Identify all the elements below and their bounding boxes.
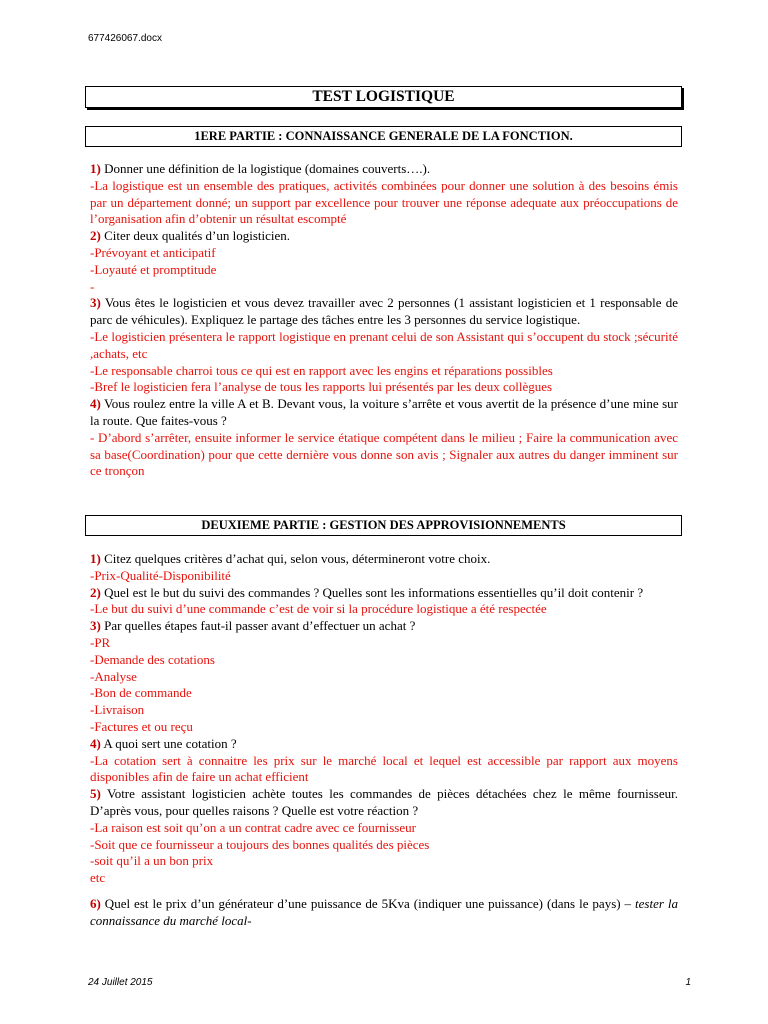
question-text: Donner une définition de la logistique (domaines couverts….). xyxy=(100,161,431,176)
p1-answer-1: -La logistique est un ensemble des pratiques, activités combinées pour donner une solution à des besoins émis par un département donné; un support par excellence pour trouver une réponse adequate aux préoccupations de l’organisation afin d’obtenir un résultat escompté xyxy=(90,177,678,227)
document-title: TEST LOGISTIQUE xyxy=(85,86,682,108)
question-text: Citer deux qualités d’un logisticien. xyxy=(100,228,291,244)
question-note: tester la connaissance du marché local- xyxy=(90,895,678,928)
footer-page-number: 1 xyxy=(685,977,691,988)
question-text: Citez quelques critères d’achat qui, selon vous, détermineront votre choix. xyxy=(100,551,491,566)
question-text: Par quelles étapes faut-il passer avant d’effectuer un achat ? xyxy=(100,618,416,634)
p2-question-3 xyxy=(90,618,678,635)
p2-answer-3-line-1: -PR xyxy=(90,634,111,650)
p2-answer-5-line-1: -La raison est soit qu’on a un contrat cadre avec ce fournisseur xyxy=(90,819,416,835)
footer-date: 24 Juillet 2015 xyxy=(88,977,153,988)
p2-answer-3-line-4: -Bon de commande xyxy=(90,685,192,701)
p1-answer-4: - D’abord s’arrêter, ensuite informer le service étatique compétent dans le milieu ; Faire la communication avec sa base(Coordination) pour que cette dernière vous donne son avis ; Signaler aux autres du danger imminent sur ce tronçon xyxy=(90,429,678,479)
p2-answer-3-line-6: -Factures et ou reçu xyxy=(90,718,193,734)
p2-question-1 xyxy=(90,551,678,568)
question-number: 3) xyxy=(90,618,101,634)
part2-heading: DEUXIEME PARTIE : GESTION DES APPROVISIONNEMENTS xyxy=(85,515,682,536)
part2-content xyxy=(90,551,678,930)
p1-answer-2-line-1: -Prévoyant et anticipatif xyxy=(90,244,216,260)
p1-answer-3-line-1: -Le logisticien présentera le rapport logistique en prenant celui de son Assistant qui s’occupent du stock ;sécurité ,achats, etc xyxy=(90,328,678,361)
p2-answer-3-line-2: -Demande des cotations xyxy=(90,651,215,667)
question-number: 1) xyxy=(90,161,101,176)
question-number: 6) xyxy=(90,895,101,911)
p2-question-2 xyxy=(90,585,678,602)
p2-question-6 xyxy=(90,896,678,930)
question-number: 1) xyxy=(90,551,101,566)
p1-answer-2-line-3: - xyxy=(90,278,95,294)
p2-answer-5-line-3: -soit qu’il a un bon prix xyxy=(90,853,214,869)
p2-question-5 xyxy=(90,786,678,820)
p1-answer-2-line-2: -Loyauté et promptitude xyxy=(90,261,217,277)
p2-question-4 xyxy=(90,736,678,753)
p2-answer-1: -Prix-Qualité-Disponibilité xyxy=(90,567,231,583)
p1-answer-3-line-3: -Bref le logisticien fera l’analyse de tous les rapports lui présentés par les deux collègues xyxy=(90,379,553,395)
p2-answer-2: -Le but du suivi d’une commande c’est de voir si la procédure logistique a été respectée xyxy=(90,601,547,617)
p2-answer-3-line-5: -Livraison xyxy=(90,702,145,718)
question-text: Votre assistant logisticien achète toutes les commandes de pièces détachées chez le même fournisseur. D’après vous, pour quelles raisons ? Quelle est votre réaction ? xyxy=(90,786,678,818)
p1-question-1 xyxy=(90,161,678,178)
spacer xyxy=(90,887,678,896)
question-number: 5) xyxy=(90,786,101,802)
question-number: 2) xyxy=(90,228,101,244)
question-number: 4) xyxy=(90,396,101,412)
question-text: Vous roulez entre la ville A et B. Devant vous, la voiture s’arrête et vous avertit de la présence d’une mine sur la route. Que faites-vous ? xyxy=(90,396,678,428)
p1-question-2 xyxy=(90,228,678,245)
p2-answer-4: -La cotation sert à connaitre les prix sur le marché local et lequel est accessible par rapport aux moyens disponibles afin de faire un achat efficient xyxy=(90,752,678,785)
p1-question-4 xyxy=(90,396,678,430)
question-text: Quel est le but du suivi des commandes ? Quelles sont les informations essentielles qu’il doit contenir ? xyxy=(100,584,644,600)
question-text: A quoi sert une cotation ? xyxy=(100,735,237,751)
question-text: Vous êtes le logisticien et vous devez travailler avec 2 personnes (1 assistant logisticien et 1 responsable de parc de véhicules). Expliquez le partage des tâches entre les 3 personnes du service logistique. xyxy=(90,295,678,328)
question-text: Quel est le prix d’un générateur d’une puissance de 5Kva (indiquer une puissance) (dans le pays) – xyxy=(100,895,636,911)
p1-answer-3-line-2: -Le responsable charroi tous ce qui est en rapport avec les engins et réparations possibles xyxy=(90,362,553,378)
p1-question-3 xyxy=(90,295,678,329)
part1-content xyxy=(90,161,678,480)
document-filename: 677426067.docx xyxy=(88,33,162,44)
question-number: 3) xyxy=(90,295,101,311)
p2-answer-5-line-4: etc xyxy=(90,870,106,886)
part1-heading: 1ERE PARTIE : CONNAISSANCE GENERALE DE LA FONCTION. xyxy=(85,126,682,147)
p2-answer-5-line-2: -Soit que ce fournisseur a toujours des bonnes qualités des pièces xyxy=(90,836,430,852)
question-number: 2) xyxy=(90,584,101,600)
question-number: 4) xyxy=(90,735,101,751)
p2-answer-3-line-3: -Analyse xyxy=(90,668,137,684)
